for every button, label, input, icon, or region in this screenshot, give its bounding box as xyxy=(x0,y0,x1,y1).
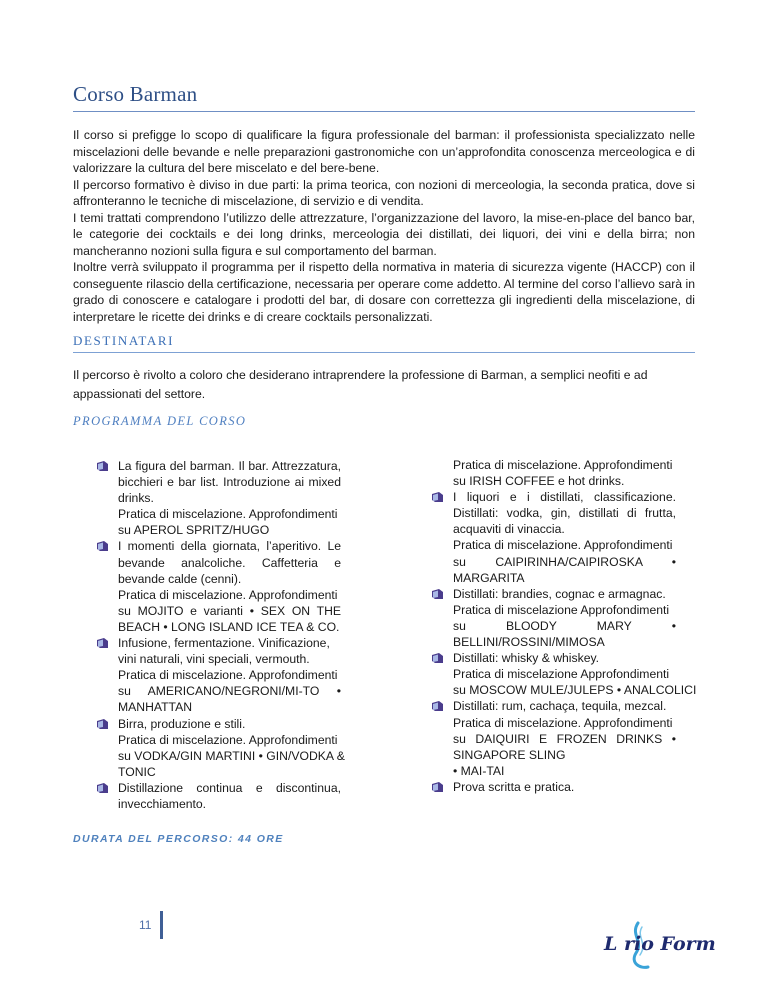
bullet-icon xyxy=(96,783,109,794)
logo-text: L rio Form xyxy=(604,933,716,955)
program-item-line: Pratica di miscelazione. Approfondimenti xyxy=(118,668,338,683)
program-item-line: MARGARITA xyxy=(453,570,525,585)
bullet-icon xyxy=(431,701,444,712)
program-item xyxy=(96,780,341,812)
intro-paragraph: Inoltre verrà sviluppato il programma per il rispetto della normativa in materia di sicurezza vigente (HACCP) con il conseguente rilascio della certificazione, necessaria per operare come addetto. Al termine del corso l’allievo sarà in grado di conoscere e catalogare i prodotti del bar, di dosare con correttezza gli ingredienti della miscelazione, di interpretare le ricette dei drinks e di creare cocktails personalizzati. xyxy=(73,260,695,324)
program-list-right xyxy=(431,457,697,795)
program-item-line: La figura del barman. Il bar. Attrezzatura, xyxy=(118,459,341,473)
program-item-continuation xyxy=(431,457,676,489)
program-item-line: su DAIQUIRI E FROZEN DRINKS • xyxy=(453,731,676,746)
destinatari-text: Il percorso è rivolto a coloro che desiderano intraprendere la professione di Barman, a semplici neofiti e ad appassionati del settore. xyxy=(73,368,648,401)
bullet-icon xyxy=(431,492,444,503)
page-title: Corso Barman xyxy=(73,82,695,112)
program-item xyxy=(431,586,676,650)
intro-paragraph: Il percorso formativo è diviso in due parti: la prima teorica, con nozioni di merceologia, la seconda pratica, dove si affronteranno le tecniche di miscelazione, di servizio e di vendita. xyxy=(73,177,695,208)
program-item-line: Pratica di miscelazione Approfondimenti xyxy=(453,667,670,682)
destinatari-heading: DESTINATARI xyxy=(73,333,695,353)
program-item-line: BELLINI/ROSSINI/MIMOSA xyxy=(453,635,605,650)
program-item-line: BEACH • LONG ISLAND ICE TEA & CO. xyxy=(118,619,340,634)
program-item-line: invecchiamento. xyxy=(118,796,207,811)
course-duration: DURATA DEL PERCORSO: 44 ORE xyxy=(73,833,284,845)
lario-form-logo xyxy=(600,917,730,977)
program-item-line: su AMERICANO/NEGRONI/MI-TO • xyxy=(118,684,341,699)
program-item-line: su VODKA/GIN MARTINI • GIN/VODKA & xyxy=(118,748,345,763)
program-item-line: Distillati: rum, cachaça, tequila, mezcal. xyxy=(453,699,667,714)
program-item xyxy=(96,716,345,780)
program-item-line: drinks. xyxy=(118,491,154,506)
program-item xyxy=(431,650,697,698)
program-item-line: MANHATTAN xyxy=(118,700,193,715)
program-item-line: bevande analcoliche. Caffetteria e xyxy=(118,555,341,570)
program-item-line: su IRISH COFFEE e hot drinks. xyxy=(453,474,625,489)
program-item-line: I liquori e i distillati, classificazione. xyxy=(453,490,676,505)
intro-text xyxy=(73,127,695,325)
page-number: 11 xyxy=(139,918,152,932)
bullet-icon xyxy=(431,653,444,664)
bullet-icon xyxy=(96,461,109,472)
intro-paragraph: Il corso si prefigge lo scopo di qualificare la figura professionale del barman: il professionista specializzato nelle miscelazioni delle bevande e nelle preparazioni gastronomiche con un’approfondita conoscenza merceologica e di valorizzare la cultura del bere miscelato e del bere-bene. xyxy=(73,128,695,175)
program-item-line: Distillati: whisky & whiskey. xyxy=(453,651,600,666)
program-item-line: Birra, produzione e stili. xyxy=(118,716,246,731)
program-item-line: Pratica di miscelazione. Approfondimenti xyxy=(453,715,673,730)
program-item-line: su CAIPIRINHA/CAIPIROSKA • xyxy=(453,554,676,569)
bullet-icon xyxy=(96,719,109,730)
program-item-line: • MAI-TAI xyxy=(453,763,505,778)
program-list-left xyxy=(96,458,345,812)
program-item-line: bevande calde (cenni). xyxy=(118,571,242,586)
programma-heading: PROGRAMMA DEL CORSO xyxy=(73,414,247,428)
program-item-line: vini naturali, vini speciali, vermouth. xyxy=(118,652,310,667)
program-item xyxy=(431,698,676,778)
bullet-icon xyxy=(431,782,444,793)
program-item-line: Prova scritta e pratica. xyxy=(453,779,575,794)
program-item-line: Distillati: brandies, cognac e armagnac. xyxy=(453,586,666,601)
program-item-line: Pratica di miscelazione. Approfondimenti xyxy=(118,587,338,602)
program-item-line: su BLOODY MARY • xyxy=(453,618,676,633)
program-item-line: su APEROL SPRITZ/HUGO xyxy=(118,523,270,538)
page-number-divider xyxy=(160,911,163,939)
program-item xyxy=(96,458,341,538)
program-item-line: Distillati: vodka, gin, distillati di frutta, xyxy=(453,506,676,521)
program-item-line: I momenti della giornata, l’aperitivo. Le xyxy=(118,539,341,554)
program-item-line: bicchieri e bar list. Introduzione ai mixed xyxy=(118,475,341,490)
program-item-line: TONIC xyxy=(118,764,156,779)
program-item-line: acquaviti di vinaccia. xyxy=(453,522,565,537)
program-item xyxy=(431,779,676,795)
program-item-line: SINGAPORE SLING xyxy=(453,747,566,762)
program-item-line: Pratica di miscelazione. Approfondimenti xyxy=(453,538,673,553)
bullet-icon xyxy=(96,541,109,552)
bullet-icon xyxy=(431,589,444,600)
program-item xyxy=(96,635,341,715)
program-item-line: Pratica di miscelazione. Approfondimenti xyxy=(118,732,338,747)
bullet-icon xyxy=(96,638,109,649)
program-item-line: su MOJITO e varianti • SEX ON THE xyxy=(118,603,341,618)
intro-paragraph: I temi trattati comprendono l’utilizzo delle attrezzature, l’organizzazione del lavoro, la mise-en-place del banco bar, le categorie dei cocktails e dei long drinks, merceologia dei distillati, dei liquori, dei vini e della birra; non mancheranno nozioni sulla figura e sul comportamento del barman. xyxy=(73,210,695,258)
program-item-line: Infusione, fermentazione. Vinificazione, xyxy=(118,636,330,651)
program-item xyxy=(96,538,341,635)
program-item-line: su MOSCOW MULE/JULEPS • ANALCOLICI xyxy=(453,683,697,698)
program-item-line: Pratica di miscelazione. Approfondimenti xyxy=(453,458,673,472)
program-item-line: Pratica di miscelazione. Approfondimenti xyxy=(118,507,338,522)
program-item-line: Distillazione continua e discontinua, xyxy=(118,780,341,795)
program-item xyxy=(431,489,676,586)
program-item-line: Pratica di miscelazione Approfondimenti xyxy=(453,602,670,617)
